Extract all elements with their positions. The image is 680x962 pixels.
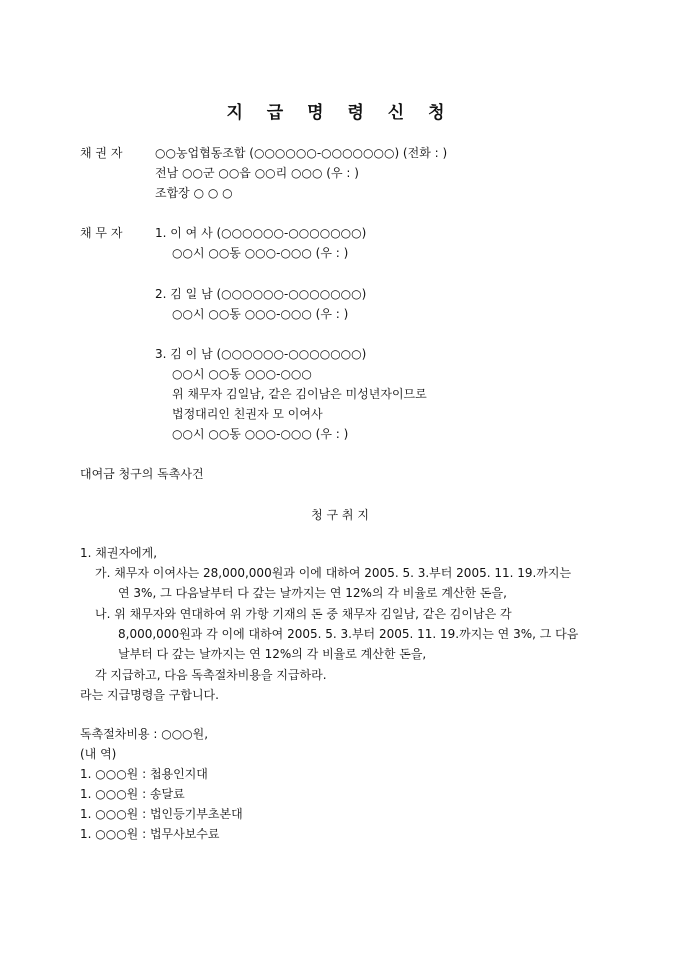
cost-item: 1. ○○○원 : 첩용인지대 — [80, 767, 208, 781]
debtor-3-guardian-address: ○○시 ○○동 ○○○-○○○ (우 : ) — [172, 427, 349, 441]
claim-na-line-3: 날부터 다 갚는 날까지는 연 12%의 각 비율로 계산한 돈을, — [118, 647, 427, 661]
cost-item: 1. ○○○원 : 법인등기부초본대 — [80, 807, 243, 821]
creditor-name-line: ○○농업협동조합 (○○○○○○-○○○○○○○) (전화 : ) — [155, 146, 448, 160]
debtor-3-address: ○○시 ○○동 ○○○-○○○ — [172, 367, 312, 381]
costs-total: 독촉절차비용 : ○○○원, — [80, 727, 209, 741]
cost-item: 1. ○○○원 : 법무사보수료 — [80, 827, 220, 841]
claim-na-line-1: 나. 위 채무자와 연대하여 위 가항 기재의 돈 중 채무자 김일남, 같은 김이남은 각 — [95, 607, 512, 621]
debtor-2-name: 2. 김 일 남 (○○○○○○-○○○○○○○) — [155, 287, 367, 301]
case-name: 대여금 청구의 독촉사건 — [80, 467, 204, 481]
claim-pay-line: 각 지급하고, 다음 독촉절차비용을 지급하라. — [95, 668, 327, 682]
document-title: 지 급 명 령 신 청 — [226, 103, 454, 123]
costs-breakdown-label: (내 역) — [80, 747, 117, 761]
claim-intro: 1. 채권자에게, — [80, 546, 158, 560]
debtor-label: 채 무 자 — [80, 226, 123, 240]
debtor-3-name: 3. 김 이 남 (○○○○○○-○○○○○○○) — [155, 347, 367, 361]
creditor-address-line: 전남 ○○군 ○○읍 ○○리 ○○○ (우 : ) — [155, 166, 359, 180]
debtor-3-guardian: 법정대리인 친권자 모 이여사 — [172, 407, 323, 421]
creditor-representative-line: 조합장 ○ ○ ○ — [155, 186, 233, 200]
purpose-heading: 청 구 취 지 — [311, 508, 369, 522]
claim-na-line-2: 8,000,000원과 각 이에 대하여 2005. 5. 3.부터 2005. 11. 19.까지는 연 3%, 그 다음 — [118, 627, 579, 641]
debtor-1-address: ○○시 ○○동 ○○○-○○○ (우 : ) — [172, 246, 349, 260]
claim-ga-line-2: 연 3%, 그 다음날부터 다 갚는 날까지는 연 12%의 각 비율로 계산한 돈을, — [118, 586, 507, 600]
claim-ga-line-1: 가. 채무자 이여사는 28,000,000원과 이에 대하여 2005. 5. 3.부터 2005. 11. 19.까지는 — [95, 566, 572, 580]
cost-item: 1. ○○○원 : 송달료 — [80, 787, 185, 801]
debtor-3-minor-note: 위 채무자 김일남, 같은 김이남은 미성년자이므로 — [172, 387, 427, 401]
claim-closing: 라는 지급명령을 구합니다. — [80, 688, 219, 702]
creditor-label: 채 권 자 — [80, 146, 123, 160]
debtor-1-name: 1. 이 여 사 (○○○○○○-○○○○○○○) — [155, 226, 367, 240]
debtor-2-address: ○○시 ○○동 ○○○-○○○ (우 : ) — [172, 307, 349, 321]
